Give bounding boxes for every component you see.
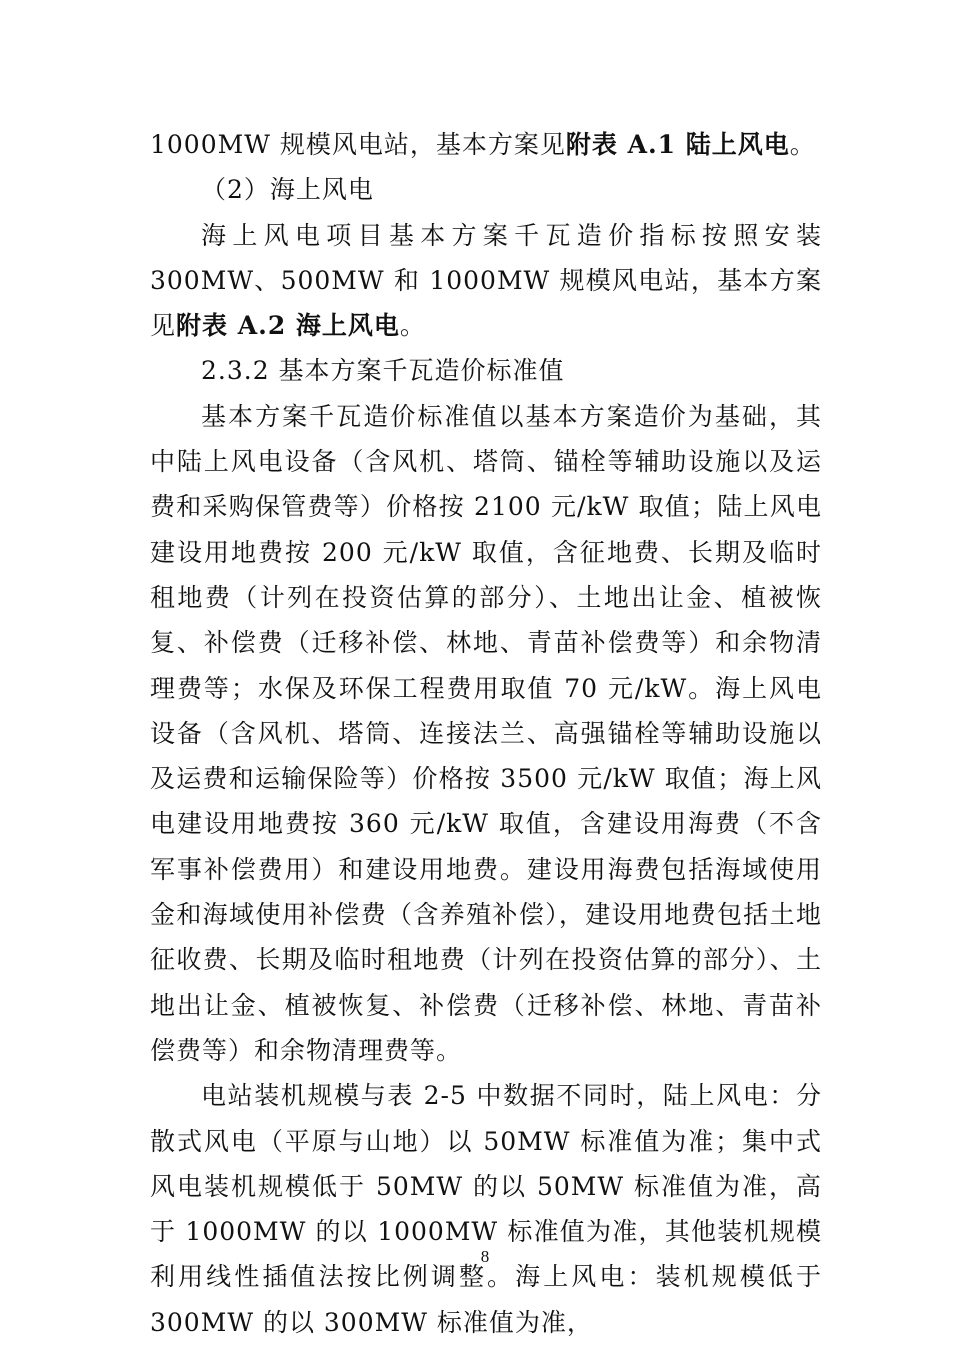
body-text — [150, 122, 822, 1345]
paragraph-offshore-scheme: 海上风电项目基本方案千瓦造价指标按照安装 300MW、500MW 和 1000MW 规模风电站，基本方案见附表 A.2 海上风电。 — [150, 220, 822, 341]
paragraph-standard-values: 基本方案千瓦造价标准值以基本方案造价为基础，其中陆上风电设备（含风机、塔筒、锚栓等辅助设施以及运费和采购保管费等）价格按 2100 元/kW 取值；陆上风电建设用地费按 200 元/kW 取值，含征地费、长期及临时租地费（计列在投资估算的部分）、土地出让金、植被恢复、补偿费（迁移补偿、林地、青苗补偿费等）和余物清理费等；水保及环保工程费用取值 70 元/kW。海上风电设备（含风机、塔筒、连接法兰、高强锚栓等辅助设施以及运费和运输保险等）价格按 3500 元/kW 取值；海上风电建设用地费按 360 元/kW 取值，含建设用海费（不含军事补偿费用）和建设用地费。建设用海费包括海域使用金和海域使用补偿费（含养殖补偿），建设用地费包括土地征收费、长期及临时租地费（计列在投资估算的部分）、土地出让金、植被恢复、补偿费（迁移补偿、林地、青苗补偿费等）和余物清理费等。 — [150, 401, 822, 1065]
paragraph-onshore-scheme: 1000MW 规模风电站，基本方案见附表 A.1 陆上风电。 — [150, 130, 816, 159]
heading-offshore-wind: （2）海上风电 — [201, 175, 374, 205]
appendix-ref-a2: 附表 A.2 海上风电 — [176, 311, 400, 341]
paragraph-capacity-adjustment: 电站装机规模与表 2-5 中数据不同时，陆上风电：分散式风电（平原与山地）以 50MW 标准值为准；集中式风电装机规模低于 50MW 的以 50MW 标准值为准，高于 1000MW 的以 1000MW 标准值为准，其他装机规模利用线性插值法按比例调整。海上风电：装机规模低于 300MW 的以 300MW 标准值为准， — [150, 1081, 822, 1337]
page-number: 8 — [480, 1247, 490, 1266]
appendix-ref-a1: 附表 A.1 陆上风电 — [565, 130, 790, 159]
section-heading-2-3-2: 2.3.2 基本方案千瓦造价标准值 — [201, 356, 565, 386]
